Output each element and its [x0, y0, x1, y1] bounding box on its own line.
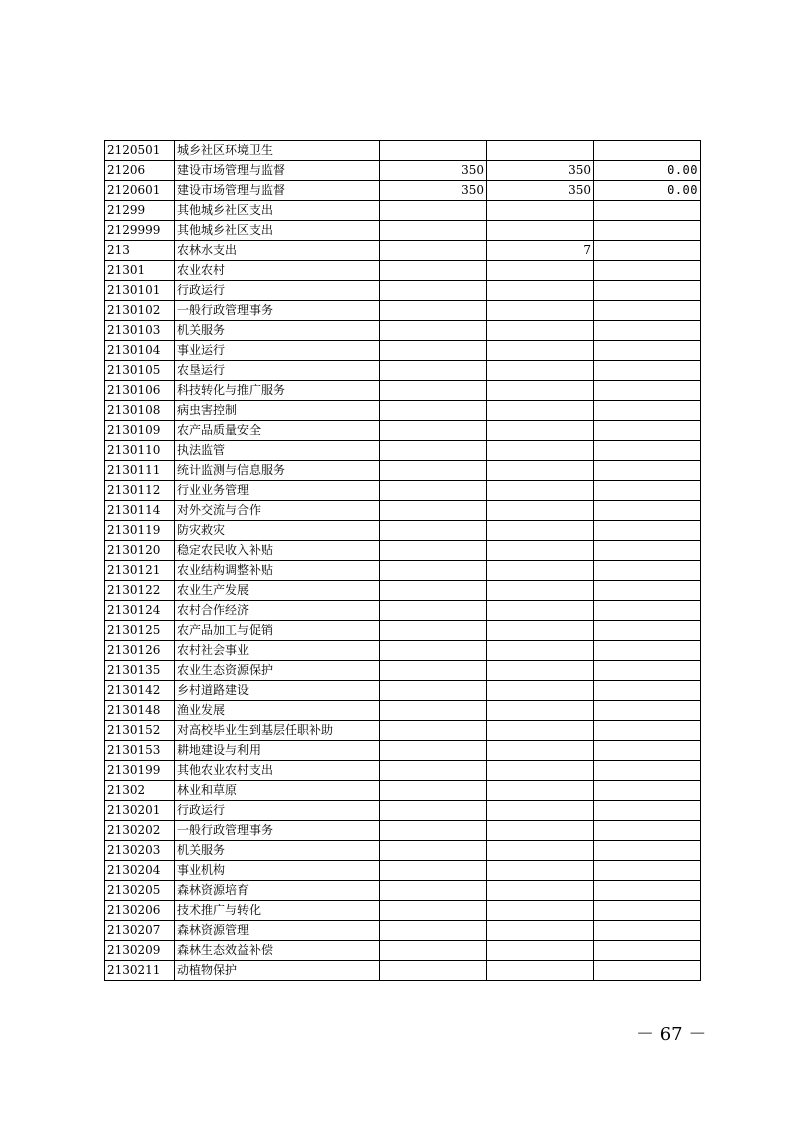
- row-value-cell-1: [380, 261, 487, 281]
- row-value-cell-2: [487, 861, 594, 881]
- row-value-cell-3: [594, 481, 701, 501]
- row-code-cell: 2130101: [105, 281, 175, 301]
- row-value-cell-3: [594, 841, 701, 861]
- row-code-cell: 2130103: [105, 321, 175, 341]
- row-value-cell-1: [380, 561, 487, 581]
- table-row: [105, 381, 701, 401]
- row-value-cell-2: [487, 881, 594, 901]
- row-value-cell-2: 350: [487, 161, 594, 181]
- row-code-cell: 2130125: [105, 621, 175, 641]
- table-row: [105, 141, 701, 161]
- row-value-cell-1: [380, 201, 487, 221]
- table-row: [105, 801, 701, 821]
- row-code-cell: 2130124: [105, 601, 175, 621]
- row-value-cell-3: [594, 581, 701, 601]
- row-name-cell: 事业运行: [175, 341, 380, 361]
- row-name-cell: 执法监管: [175, 441, 380, 461]
- row-name-cell: 其他城乡社区支出: [175, 201, 380, 221]
- row-code-cell: 2130104: [105, 341, 175, 361]
- row-name-cell: 其他农业农村支出: [175, 761, 380, 781]
- row-value-cell-1: [380, 701, 487, 721]
- table-row: [105, 161, 701, 181]
- row-value-cell-3: [594, 141, 701, 161]
- row-name-cell: 行政运行: [175, 281, 380, 301]
- row-value-cell-3: [594, 901, 701, 921]
- table-row: [105, 221, 701, 241]
- budget-table: [104, 140, 701, 981]
- row-value-cell-3: [594, 681, 701, 701]
- row-name-cell: 机关服务: [175, 321, 380, 341]
- row-code-cell: 2130142: [105, 681, 175, 701]
- row-value-cell-3: [594, 461, 701, 481]
- row-value-cell-1: [380, 361, 487, 381]
- row-name-cell: 事业机构: [175, 861, 380, 881]
- table-row: [105, 881, 701, 901]
- row-value-cell-3: [594, 201, 701, 221]
- row-name-cell: 农垦运行: [175, 361, 380, 381]
- row-value-cell-3: [594, 261, 701, 281]
- row-value-cell-1: [380, 221, 487, 241]
- row-value-cell-2: [487, 961, 594, 981]
- row-value-cell-1: [380, 861, 487, 881]
- row-value-cell-3: [594, 721, 701, 741]
- row-code-cell: 21299: [105, 201, 175, 221]
- row-code-cell: 2130109: [105, 421, 175, 441]
- row-code-cell: 2130121: [105, 561, 175, 581]
- row-name-cell: 城乡社区环境卫生: [175, 141, 380, 161]
- row-value-cell-3: [594, 441, 701, 461]
- row-value-cell-3: [594, 401, 701, 421]
- row-value-cell-2: [487, 621, 594, 641]
- row-name-cell: 农业农村: [175, 261, 380, 281]
- table-row: [105, 301, 701, 321]
- row-name-cell: 农业生产发展: [175, 581, 380, 601]
- table-row: [105, 621, 701, 641]
- row-value-cell-3: [594, 421, 701, 441]
- row-value-cell-1: [380, 581, 487, 601]
- table-row: [105, 701, 701, 721]
- table-row: [105, 821, 701, 841]
- row-value-cell-1: [380, 801, 487, 821]
- row-code-cell: 2130204: [105, 861, 175, 881]
- row-value-cell-2: [487, 541, 594, 561]
- row-name-cell: 对高校毕业生到基层任职补助: [175, 721, 380, 741]
- table-row: [105, 181, 701, 201]
- table-row: [105, 921, 701, 941]
- row-value-cell-3: [594, 701, 701, 721]
- row-value-cell-2: [487, 501, 594, 521]
- row-value-cell-3: [594, 241, 701, 261]
- row-value-cell-2: [487, 461, 594, 481]
- row-code-cell: 2129999: [105, 221, 175, 241]
- table-row: [105, 561, 701, 581]
- table-row: [105, 201, 701, 221]
- row-value-cell-2: [487, 341, 594, 361]
- row-code-cell: 2130148: [105, 701, 175, 721]
- row-value-cell-3: [594, 501, 701, 521]
- table-row: [105, 441, 701, 461]
- table-row: [105, 521, 701, 541]
- row-code-cell: 2130122: [105, 581, 175, 601]
- row-code-cell: 21301: [105, 261, 175, 281]
- row-code-cell: 2130111: [105, 461, 175, 481]
- row-value-cell-1: 350: [380, 181, 487, 201]
- row-value-cell-3: [594, 661, 701, 681]
- table-body: [105, 141, 701, 981]
- table-row: [105, 341, 701, 361]
- row-name-cell: 行业业务管理: [175, 481, 380, 501]
- table-row: [105, 401, 701, 421]
- row-value-cell-3: [594, 221, 701, 241]
- row-value-cell-1: [380, 481, 487, 501]
- row-value-cell-2: [487, 481, 594, 501]
- row-value-cell-1: [380, 721, 487, 741]
- row-code-cell: 2130135: [105, 661, 175, 681]
- row-value-cell-2: [487, 581, 594, 601]
- row-value-cell-1: [380, 541, 487, 561]
- row-code-cell: 2120501: [105, 141, 175, 161]
- row-name-cell: 森林资源管理: [175, 921, 380, 941]
- row-value-cell-2: [487, 901, 594, 921]
- row-name-cell: 农业结构调整补贴: [175, 561, 380, 581]
- row-value-cell-1: [380, 521, 487, 541]
- row-value-cell-1: [380, 641, 487, 661]
- row-code-cell: 2130203: [105, 841, 175, 861]
- row-value-cell-2: [487, 641, 594, 661]
- row-code-cell: 2130152: [105, 721, 175, 741]
- row-name-cell: 其他城乡社区支出: [175, 221, 380, 241]
- row-value-cell-1: [380, 621, 487, 641]
- row-code-cell: 2120601: [105, 181, 175, 201]
- row-value-cell-1: [380, 241, 487, 261]
- table-row: [105, 421, 701, 441]
- row-name-cell: 农村合作经济: [175, 601, 380, 621]
- row-value-cell-2: 7: [487, 241, 594, 261]
- table-row: [105, 281, 701, 301]
- row-code-cell: 2130105: [105, 361, 175, 381]
- row-code-cell: 2130209: [105, 941, 175, 961]
- table-row: [105, 501, 701, 521]
- row-code-cell: 2130211: [105, 961, 175, 981]
- table-row: [105, 741, 701, 761]
- row-name-cell: 耕地建设与利用: [175, 741, 380, 761]
- row-value-cell-2: [487, 441, 594, 461]
- row-name-cell: 统计监测与信息服务: [175, 461, 380, 481]
- table-row: [105, 761, 701, 781]
- row-value-cell-3: [594, 321, 701, 341]
- row-value-cell-2: [487, 741, 594, 761]
- row-value-cell-1: [380, 601, 487, 621]
- row-code-cell: 2130112: [105, 481, 175, 501]
- row-code-cell: 2130201: [105, 801, 175, 821]
- row-code-cell: 2130199: [105, 761, 175, 781]
- table-row: [105, 661, 701, 681]
- row-name-cell: 森林生态效益补偿: [175, 941, 380, 961]
- row-name-cell: 行政运行: [175, 801, 380, 821]
- row-code-cell: 2130206: [105, 901, 175, 921]
- row-value-cell-1: [380, 421, 487, 441]
- row-value-cell-3: [594, 381, 701, 401]
- row-name-cell: 一般行政管理事务: [175, 821, 380, 841]
- row-value-cell-2: [487, 701, 594, 721]
- row-value-cell-1: [380, 941, 487, 961]
- row-value-cell-1: [380, 321, 487, 341]
- row-value-cell-3: [594, 341, 701, 361]
- row-value-cell-1: [380, 881, 487, 901]
- row-value-cell-1: 350: [380, 161, 487, 181]
- row-code-cell: 2130153: [105, 741, 175, 761]
- row-name-cell: 对外交流与合作: [175, 501, 380, 521]
- row-value-cell-2: [487, 781, 594, 801]
- row-code-cell: 2130110: [105, 441, 175, 461]
- row-name-cell: 一般行政管理事务: [175, 301, 380, 321]
- row-name-cell: 农产品质量安全: [175, 421, 380, 441]
- row-value-cell-1: [380, 841, 487, 861]
- row-name-cell: 机关服务: [175, 841, 380, 861]
- row-value-cell-2: [487, 421, 594, 441]
- row-code-cell: 2130119: [105, 521, 175, 541]
- row-value-cell-3: [594, 781, 701, 801]
- row-value-cell-1: [380, 961, 487, 981]
- row-value-cell-3: [594, 821, 701, 841]
- row-value-cell-2: [487, 681, 594, 701]
- row-value-cell-3: [594, 881, 701, 901]
- row-value-cell-1: [380, 281, 487, 301]
- row-value-cell-1: [380, 781, 487, 801]
- row-value-cell-2: [487, 561, 594, 581]
- row-value-cell-1: [380, 441, 487, 461]
- row-code-cell: 2130126: [105, 641, 175, 661]
- row-code-cell: 2130102: [105, 301, 175, 321]
- row-value-cell-1: [380, 341, 487, 361]
- row-value-cell-2: [487, 921, 594, 941]
- row-value-cell-1: [380, 741, 487, 761]
- row-value-cell-2: [487, 321, 594, 341]
- row-name-cell: 农产品加工与促销: [175, 621, 380, 641]
- row-code-cell: 213: [105, 241, 175, 261]
- row-code-cell: 2130120: [105, 541, 175, 561]
- table-row: [105, 641, 701, 661]
- row-value-cell-1: [380, 381, 487, 401]
- row-name-cell: 稳定农民收入补贴: [175, 541, 380, 561]
- row-value-cell-2: [487, 301, 594, 321]
- row-value-cell-2: [487, 821, 594, 841]
- row-value-cell-3: [594, 641, 701, 661]
- row-value-cell-3: [594, 801, 701, 821]
- row-value-cell-2: [487, 141, 594, 161]
- row-name-cell: 森林资源培育: [175, 881, 380, 901]
- row-code-cell: 2130108: [105, 401, 175, 421]
- row-value-cell-2: [487, 841, 594, 861]
- row-value-cell-2: [487, 401, 594, 421]
- row-name-cell: 技术推广与转化: [175, 901, 380, 921]
- row-value-cell-1: [380, 761, 487, 781]
- row-value-cell-2: [487, 521, 594, 541]
- table-row: [105, 541, 701, 561]
- row-value-cell-2: [487, 381, 594, 401]
- row-value-cell-2: [487, 941, 594, 961]
- row-value-cell-2: [487, 761, 594, 781]
- row-value-cell-2: [487, 801, 594, 821]
- row-name-cell: 农业生态资源保护: [175, 661, 380, 681]
- row-value-cell-3: [594, 281, 701, 301]
- row-value-cell-2: 350: [487, 181, 594, 201]
- table-row: [105, 721, 701, 741]
- row-value-cell-2: [487, 221, 594, 241]
- row-value-cell-2: [487, 721, 594, 741]
- row-value-cell-2: [487, 601, 594, 621]
- row-value-cell-3: [594, 361, 701, 381]
- row-code-cell: 2130207: [105, 921, 175, 941]
- row-name-cell: 科技转化与推广服务: [175, 381, 380, 401]
- table-row: [105, 901, 701, 921]
- row-value-cell-1: [380, 301, 487, 321]
- row-value-cell-3: [594, 961, 701, 981]
- row-value-cell-3: [594, 941, 701, 961]
- row-value-cell-3: [594, 621, 701, 641]
- row-value-cell-3: [594, 761, 701, 781]
- row-value-cell-3: [594, 561, 701, 581]
- row-value-cell-2: [487, 661, 594, 681]
- row-value-cell-1: [380, 501, 487, 521]
- row-value-cell-3: [594, 861, 701, 881]
- page-number: － 67 －: [636, 1024, 707, 1045]
- table-row: [105, 781, 701, 801]
- row-name-cell: 农林水支出: [175, 241, 380, 261]
- row-name-cell: 动植物保护: [175, 961, 380, 981]
- row-value-cell-1: [380, 921, 487, 941]
- table-row: [105, 581, 701, 601]
- row-value-cell-3: [594, 541, 701, 561]
- row-value-cell-3: 0.00: [594, 161, 701, 181]
- table-row: [105, 261, 701, 281]
- row-value-cell-1: [380, 461, 487, 481]
- row-code-cell: 21206: [105, 161, 175, 181]
- row-value-cell-1: [380, 681, 487, 701]
- table-row: [105, 961, 701, 981]
- row-value-cell-2: [487, 361, 594, 381]
- table-row: [105, 481, 701, 501]
- row-name-cell: 农村社会事业: [175, 641, 380, 661]
- row-value-cell-1: [380, 401, 487, 421]
- table-row: [105, 241, 701, 261]
- row-code-cell: 21302: [105, 781, 175, 801]
- row-value-cell-1: [380, 661, 487, 681]
- table-row: [105, 461, 701, 481]
- row-name-cell: 病虫害控制: [175, 401, 380, 421]
- row-value-cell-3: [594, 741, 701, 761]
- table-row: [105, 941, 701, 961]
- row-value-cell-3: [594, 601, 701, 621]
- row-value-cell-1: [380, 141, 487, 161]
- row-value-cell-2: [487, 281, 594, 301]
- table-row: [105, 841, 701, 861]
- row-value-cell-3: [594, 521, 701, 541]
- table-row: [105, 861, 701, 881]
- row-value-cell-2: [487, 261, 594, 281]
- row-value-cell-1: [380, 901, 487, 921]
- table-row: [105, 601, 701, 621]
- row-name-cell: 建设市场管理与监督: [175, 181, 380, 201]
- table-row: [105, 361, 701, 381]
- row-code-cell: 2130114: [105, 501, 175, 521]
- row-value-cell-2: [487, 201, 594, 221]
- row-code-cell: 2130202: [105, 821, 175, 841]
- row-code-cell: 2130106: [105, 381, 175, 401]
- row-name-cell: 渔业发展: [175, 701, 380, 721]
- row-name-cell: 乡村道路建设: [175, 681, 380, 701]
- row-value-cell-3: [594, 301, 701, 321]
- row-value-cell-3: 0.00: [594, 181, 701, 201]
- row-name-cell: 防灾救灾: [175, 521, 380, 541]
- table-row: [105, 681, 701, 701]
- row-name-cell: 林业和草原: [175, 781, 380, 801]
- table-row: [105, 321, 701, 341]
- row-code-cell: 2130205: [105, 881, 175, 901]
- row-value-cell-3: [594, 921, 701, 941]
- row-value-cell-1: [380, 821, 487, 841]
- row-name-cell: 建设市场管理与监督: [175, 161, 380, 181]
